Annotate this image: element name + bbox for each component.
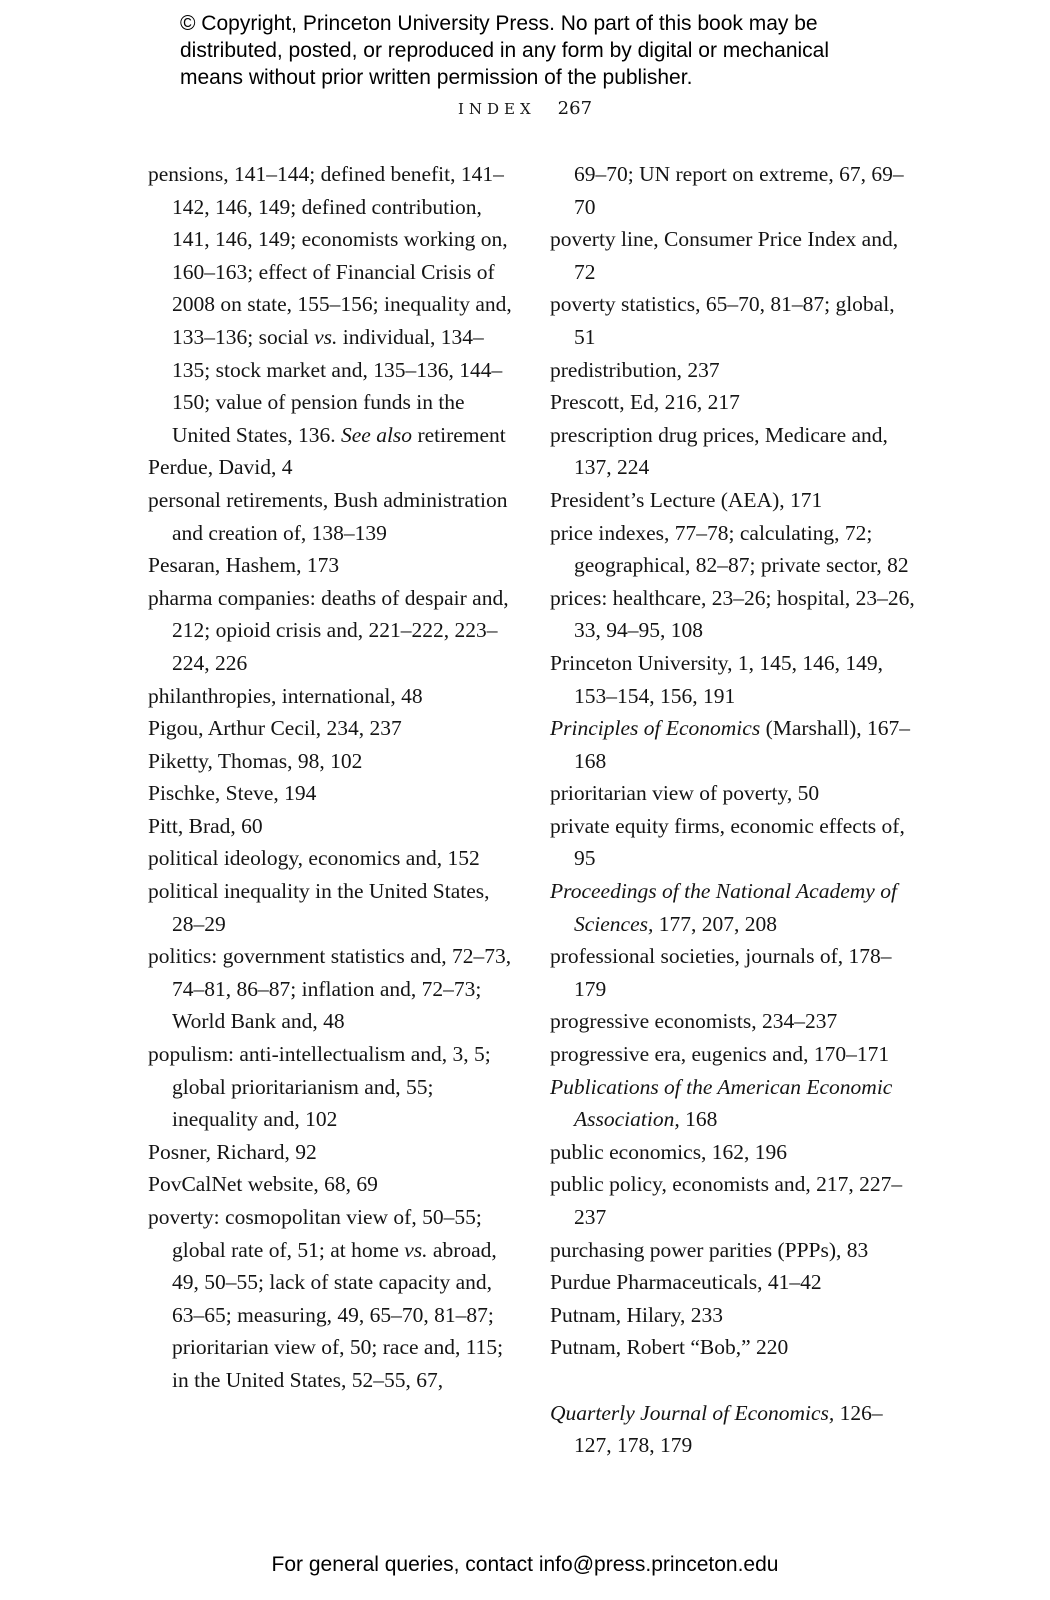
index-entry xyxy=(550,354,920,387)
index-entry xyxy=(550,810,920,875)
index-entry xyxy=(148,484,518,549)
index-entry-text: Purdue Pharmaceuticals, 41–42 xyxy=(550,1270,822,1295)
index-entry-text: price indexes, 77–78; calculating, 72; geographical, 82–87; private sector, 82 xyxy=(550,520,909,578)
index-entry xyxy=(550,1038,920,1071)
index-entry-italic-text: Proceedings of the National Academy of Sciences, xyxy=(550,879,897,936)
index-column-right xyxy=(550,158,920,1462)
index-entry xyxy=(148,745,518,778)
index-entry xyxy=(550,386,920,419)
index-entry xyxy=(550,1136,920,1169)
index-entry-text: public policy, economists and, 217, 227–237 xyxy=(550,1172,903,1229)
index-entry xyxy=(148,842,518,875)
index-entry-text: progressive era, eugenics and, 170–171 xyxy=(550,1042,890,1067)
index-entry xyxy=(550,1266,920,1299)
index-entry-italic-text: See also xyxy=(341,422,413,447)
index-entry-text: President’s Lecture (AEA), 171 xyxy=(550,487,823,512)
page-number: 267 xyxy=(557,98,593,119)
running-head-title: INDEX xyxy=(457,100,536,118)
index-entry-text: philanthropies, international, 48 xyxy=(148,683,423,708)
index-entry xyxy=(550,484,920,517)
index-entry-text: political inequality in the United States, 28–29 xyxy=(148,879,490,936)
index-entry-italic-text: Quarterly Journal of Economics, xyxy=(550,1400,835,1425)
index-entry-text: poverty line, Consumer Price Index and, 72 xyxy=(550,227,899,284)
index-entry xyxy=(550,1234,920,1267)
index-entry-text: Pigou, Arthur Cecil, 234, 237 xyxy=(148,716,402,741)
index-entry xyxy=(148,158,518,451)
index-entry xyxy=(148,549,518,582)
index-entry-text: 177, 207, 208 xyxy=(653,911,778,936)
index-entry-text: Posner, Richard, 92 xyxy=(148,1139,317,1164)
index-entry-text: prioritarian view of poverty, 50 xyxy=(550,781,820,806)
index-entry xyxy=(148,1136,518,1169)
index-entry-text: poverty: cosmopolitan view of, 50–55; global rate of, 51; at home xyxy=(148,1205,482,1262)
index-entry xyxy=(148,451,518,484)
index-entry-italic-text: vs. xyxy=(404,1237,428,1262)
index-entry xyxy=(148,810,518,843)
index-entry xyxy=(550,288,920,353)
index-entry-text: public economics, 162, 196 xyxy=(550,1139,788,1164)
index-entry-text: Putnam, Robert “Bob,” 220 xyxy=(550,1335,789,1360)
index-entry-text: pensions, 141–144; defined benefit, 141–142, 146, 149; defined contribution, 141, 146, 149; economists working on, 160–163; effect of Financial Crisis of 2008 on state, 155–156; inequality and, 133–136; social xyxy=(148,162,512,349)
index-entry-text: individual, 134–135; stock market and, 135–136, 144–150; value of pension funds in the United States, 136. xyxy=(172,324,503,447)
index-entry xyxy=(148,777,518,810)
index-entry-text: personal retirements, Bush administration and creation of, 138–139 xyxy=(148,487,508,545)
index-entry-italic-text: Principles of Economics xyxy=(550,716,761,741)
index-entry-text: Piketty, Thomas, 98, 102 xyxy=(148,748,363,773)
index-entry xyxy=(148,940,518,1038)
index-entry xyxy=(550,777,920,810)
index-entry xyxy=(550,647,920,712)
index-entry-italic-text: vs. xyxy=(314,324,338,349)
index-entry-text: professional societies, journals of, 178–179 xyxy=(550,944,892,1001)
index-entry xyxy=(550,158,920,223)
index-entry xyxy=(550,1071,920,1136)
index-entry xyxy=(148,1168,518,1201)
index-entry-text: poverty statistics, 65–70, 81–87; global, 51 xyxy=(550,292,895,349)
index-entry xyxy=(550,517,920,582)
index-entry xyxy=(148,875,518,940)
index-entry xyxy=(550,1331,920,1364)
index-entry-text: (Marshall), 167–168 xyxy=(574,716,911,773)
index-entry-text: abroad, 49, 50–55; lack of state capacity and, 63–65; measuring, 49, 65–70, 81–87; prioritarian view of, 50; race and, 115; in the United States, 52–55, 67, xyxy=(172,1237,504,1392)
index-entry-text: private equity firms, economic effects of, 95 xyxy=(550,813,905,871)
index-entry-text: politics: government statistics and, 72–73, 74–81, 86–87; inflation and, 72–73; World Bank and, 48 xyxy=(148,944,512,1034)
index-entry xyxy=(148,582,518,680)
index-entry xyxy=(550,1005,920,1038)
index-entry-text: populism: anti-intellectualism and, 3, 5; global prioritarianism and, 55; inequality and, 102 xyxy=(148,1042,491,1132)
index-entry-text: 126–127, 178, 179 xyxy=(574,1400,883,1458)
index-entry xyxy=(148,712,518,745)
index-entry-text: Pitt, Brad, 60 xyxy=(148,813,263,838)
index-entry xyxy=(550,1397,920,1462)
running-head xyxy=(0,96,1050,122)
index-entry xyxy=(550,223,920,288)
index-entry xyxy=(550,1299,920,1332)
index-entry xyxy=(550,1168,920,1233)
index-entry xyxy=(148,1038,518,1136)
index-entry-text: purchasing power parities (PPPs), 83 xyxy=(550,1237,869,1262)
index-entry-text: Pesaran, Hashem, 173 xyxy=(148,553,340,578)
index-entry-text: Putnam, Hilary, 233 xyxy=(550,1302,723,1327)
index-column-left xyxy=(148,158,518,1397)
index-entry xyxy=(148,1201,518,1397)
index-entry-text: Pischke, Steve, 194 xyxy=(148,781,317,806)
index-entry xyxy=(550,940,920,1005)
index-entry-text: prices: healthcare, 23–26; hospital, 23–26, 33, 94–95, 108 xyxy=(550,585,915,643)
index-entry-text: Perdue, David, 4 xyxy=(148,455,293,480)
index-entry-text: 168 xyxy=(679,1107,718,1132)
index-entry-text: 69–70; UN report on extreme, 67, 69–70 xyxy=(574,162,904,219)
index-entry-text: Prescott, Ed, 216, 217 xyxy=(550,390,740,415)
index-entry-text: political ideology, economics and, 152 xyxy=(148,846,480,871)
index-entry-italic-text: Publications of the American Economic Association, xyxy=(550,1074,893,1132)
index-entry xyxy=(550,419,920,484)
index-entry-text: pharma companies: deaths of despair and, 212; opioid crisis and, 221–222, 223–224, 226 xyxy=(148,585,509,675)
index-entry xyxy=(550,582,920,647)
index-entry-text: Princeton University, 1, 145, 146, 149, 153–154, 156, 191 xyxy=(550,650,884,708)
index-entry-text: retirement xyxy=(412,422,506,447)
index-entry-text: progressive economists, 234–237 xyxy=(550,1009,838,1034)
index-entry-text: prescription drug prices, Medicare and, 137, 224 xyxy=(550,422,888,480)
copyright-notice: © Copyright, Princeton University Press. No part of this book may be distributed, posted, or reproduced in any form by digital or mechanical means without prior written permission of the publisher. xyxy=(180,12,830,89)
index-entry xyxy=(550,712,920,777)
footer-contact: For general queries, contact info@press.princeton.edu xyxy=(271,1553,779,1576)
index-entry xyxy=(148,680,518,713)
index-entry-text: PovCalNet website, 68, 69 xyxy=(148,1172,378,1197)
index-entry xyxy=(550,875,920,940)
index-entry-text: predistribution, 237 xyxy=(550,357,720,382)
